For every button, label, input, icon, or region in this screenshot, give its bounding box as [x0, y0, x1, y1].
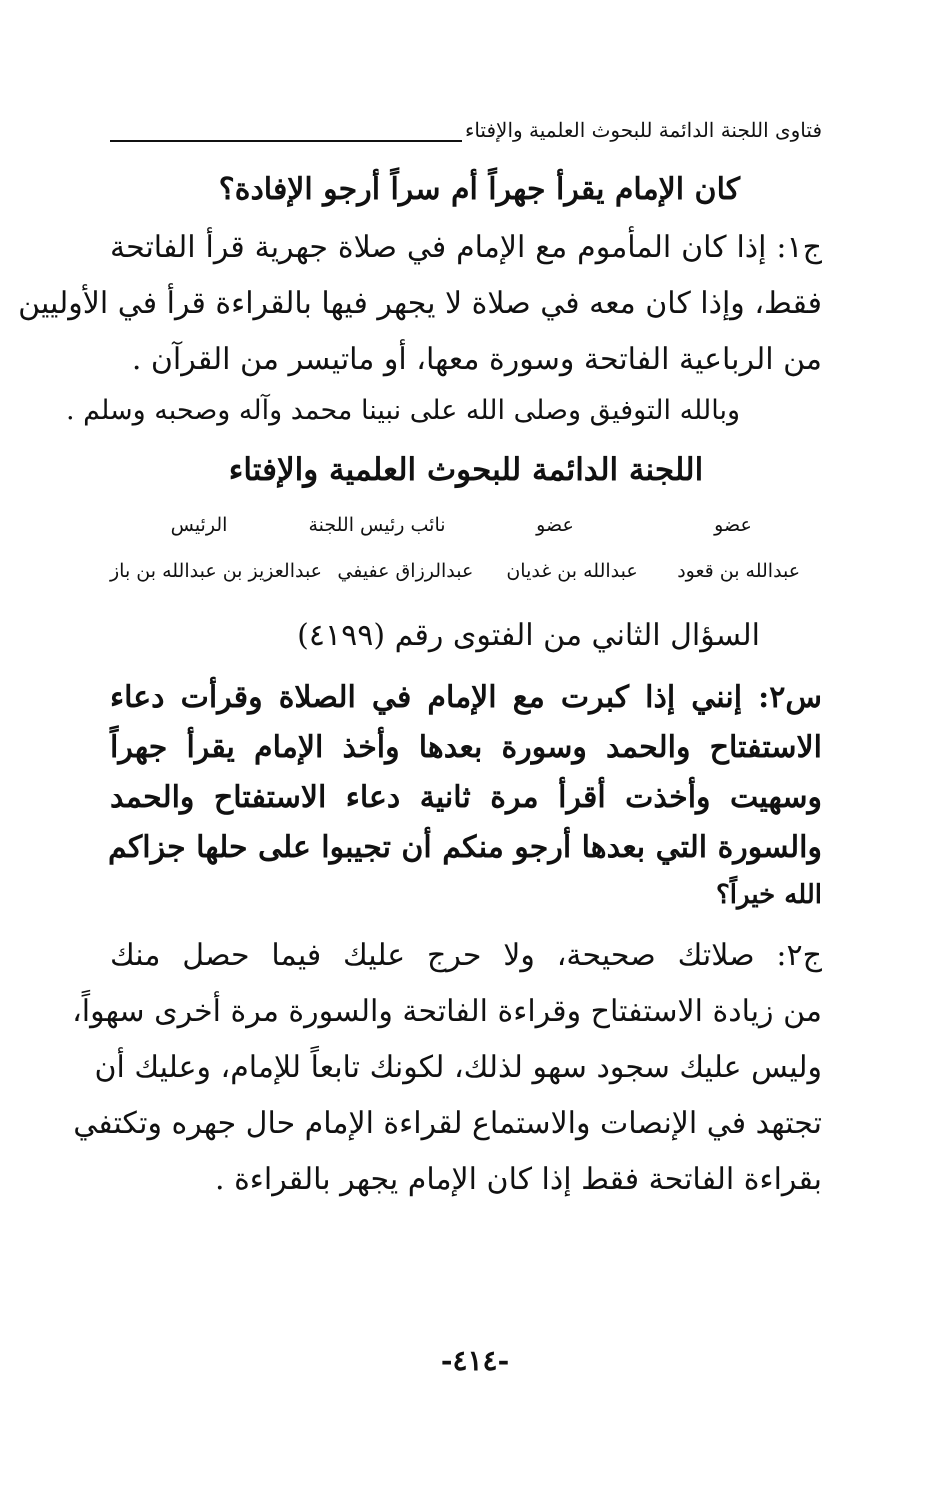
signatory-name: عبدالعزيز بن عبدالله بن باز [109, 560, 323, 582]
signatory-role: نائب رئيس اللجنة [308, 514, 446, 536]
fatwa2-question-line: الله خيراً؟ [715, 880, 822, 910]
page-number: -٤١٤- [440, 1344, 510, 1377]
fatwa1-closing: وبالله التوفيق وصلى الله على نبينا محمد وآله وصحبه وسلم . [65, 395, 740, 426]
fatwa2-answer-line: ج٢: صلاتك صحيحة، ولا حرج عليك فيما حصل منك [110, 938, 822, 973]
fatwa1-answer-line: فقط، وإذا كان معه في صلاة لا يجهر فيها بالقراءة قرأ في الأوليين [18, 286, 822, 321]
running-title: فتاوى اللجنة الدائمة للبحوث العلمية والإفتاء [464, 118, 822, 142]
fatwa2-heading: السؤال الثاني من الفتوى رقم (٤١٩٩) [297, 618, 760, 653]
running-header [110, 118, 822, 146]
fatwa2-question-line: والسورة التي بعدها أرجو منكم أن تجيبوا على حلها جزاكم [108, 830, 822, 865]
signatory-name: عبدالله بن غديان [506, 560, 638, 582]
committee-title: اللجنة الدائمة للبحوث العلمية والإفتاء [228, 452, 704, 488]
fatwa1-question-tail: كان الإمام يقرأ جهراً أم سراً أرجو الإفادة؟ [218, 172, 740, 207]
signatory-name: عبدالله بن قعود [677, 560, 801, 582]
fatwa2-question-line: الاستفتاح والحمد وسورة بعدها وأخذ الإمام يقرأ جهراً [110, 730, 822, 765]
fatwa2-question-line: وسهيت وأخذت أقرأ مرة ثانية دعاء الاستفتاح والحمد [110, 780, 822, 815]
signatory-names [110, 560, 822, 582]
signatory-role: الرئيس [170, 514, 228, 536]
signatory-role: عضو [714, 514, 752, 536]
fatwa2-answer-line: بقراءة الفاتحة فقط إذا كان الإمام يجهر بالقراءة . [215, 1162, 822, 1197]
fatwa2-question-line: س٢: إنني إذا كبرت مع الإمام في الصلاة وقرأت دعاء [110, 680, 822, 715]
signatory-roles [110, 514, 822, 536]
fatwa1-answer-line: من الرباعية الفاتحة وسورة معها، أو ماتيسر من القرآن . [131, 342, 822, 377]
header-rule [110, 140, 462, 142]
signatory-name: عبدالرزاق عفيفي [337, 560, 474, 582]
signatory-role: عضو [536, 514, 574, 536]
fatwa2-answer-line: وليس عليك سجود سهو لذلك، لكونك تابعاً للإمام، وعليك أن [94, 1050, 822, 1085]
fatwa2-answer-line: من زيادة الاستفتاح وقراءة الفاتحة والسورة مرة أخرى سهواً، [72, 994, 822, 1029]
fatwa1-answer-line: ج١: إذا كان المأموم مع الإمام في صلاة جهرية قرأ الفاتحة [110, 230, 822, 265]
fatwa2-answer-line: تجتهد في الإنصات والاستماع لقراءة الإمام حال جهره وتكتفي [73, 1106, 822, 1141]
